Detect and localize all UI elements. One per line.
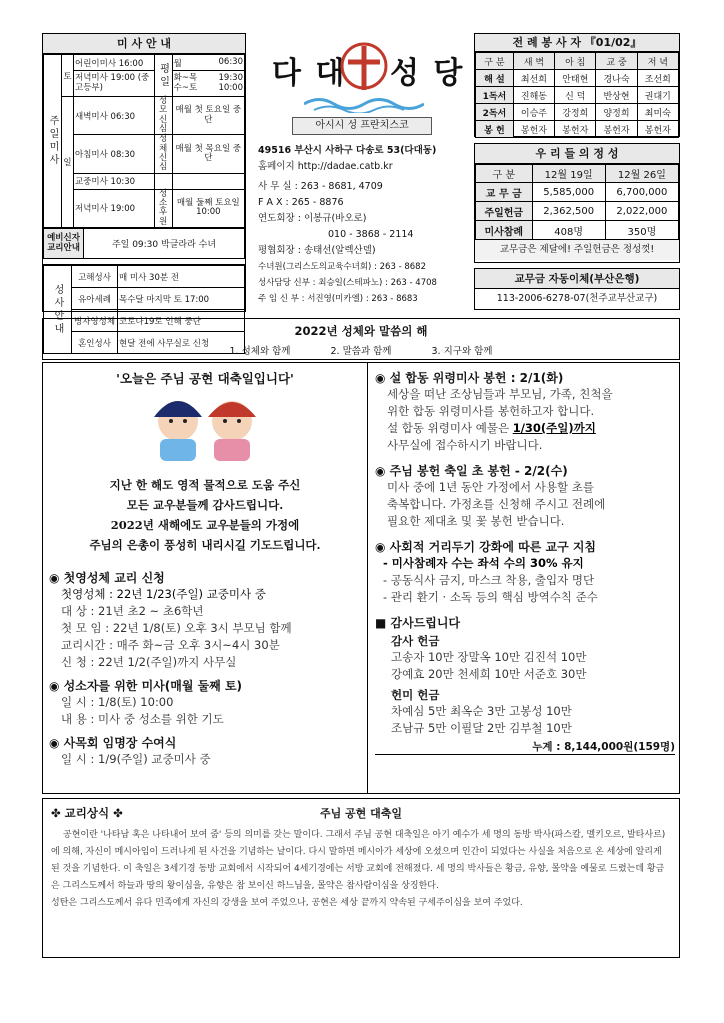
greeting-line: 2022년 새해에도 교우분들의 가정에 [110, 518, 300, 532]
altar-header: 새 벽 [513, 53, 554, 70]
sunday-label: 일 [62, 97, 74, 228]
altar-cell: 봉헌자 [637, 121, 678, 138]
altar-cell: 조선희 [637, 70, 678, 87]
table-row [476, 202, 679, 221]
weekday-day-2: 화~목 [173, 73, 198, 84]
greeting-line: 모든 교우분들께 감사드립니다. [126, 498, 284, 512]
catechism-subtitle: 주님 공현 대축일 [319, 807, 403, 820]
parish-logo [258, 38, 468, 93]
sunday-mass-label: 주일미사 [44, 55, 62, 228]
cross-logo-icon [338, 40, 390, 92]
offering-cell: 408명 [532, 221, 605, 240]
table-row [476, 70, 679, 87]
altar-header-row [476, 53, 679, 70]
greeting-line: 지난 한 해도 영적 물적으로 도움 주신 [109, 478, 301, 492]
altar-cell: 진해동 [513, 87, 554, 104]
sun-mass-2: 아침미사 08:30 [74, 135, 155, 173]
altar-cell: 해 설 [476, 70, 514, 87]
appointment-line: 일 시 : 1/9(주일) 교중미사 중 [61, 752, 211, 766]
table-row [476, 104, 679, 121]
thanks-subtitle: 헌미 헌금 [391, 688, 440, 702]
candle-title: 주님 봉헌 축일 초 봉헌 - 2/2(수) [389, 464, 568, 478]
parish-office: 사 무 실 : 263 - 8681, 4709 [258, 181, 383, 192]
offering-cell: 교 무 금 [476, 183, 533, 202]
offering-title: 우 리 들 의 정 성 [475, 144, 679, 164]
parish-homepage[interactable]: 홈페이지 http://dadae.catb.kr [258, 161, 393, 172]
memorial-deadline: 1/30(주일)까지 [512, 421, 596, 435]
altar-cell: 최선희 [513, 70, 554, 87]
offering-cell: 5,585,000 [532, 183, 605, 202]
offering-note: 교무금은 제달에! 주일헌금은 정성껏! [475, 240, 679, 260]
memorial-mass-line: 세상을 떠난 조상님들과 부모님, 가족, 친척을 [387, 387, 613, 401]
sun-cat-3 [154, 173, 172, 189]
altar-cell: 안태현 [555, 70, 596, 87]
first-communion-line: 교리시간 : 매주 화~금 오후 3시~4시 30분 [61, 638, 280, 652]
altar-header: 교 중 [596, 53, 637, 70]
altar-cell: 경나숙 [596, 70, 637, 87]
offering-cell: 2,022,000 [605, 202, 678, 221]
offering-cell: 미사참례 [476, 221, 533, 240]
altar-cell: 1독서 [476, 87, 514, 104]
sun-mass-4: 저녁미사 19:00 [74, 189, 155, 227]
bullet-icon: ◉ [49, 679, 64, 693]
altar-cell: 강정희 [555, 104, 596, 121]
bank-title: 교무금 자동이체(부산은행) [475, 269, 679, 289]
thanks-subtitle: 감사 헌금 [391, 634, 440, 648]
parish-name-left: 다 대 [272, 56, 347, 91]
sun-note-3 [172, 173, 244, 189]
sun-cat-4: 성소후원 [154, 189, 172, 227]
sun-cat-2: 성체신심 [154, 135, 172, 173]
altar-cell: 양정희 [596, 104, 637, 121]
catechism-paragraph: 성탄은 그리스도께서 유다 민족에게 자신의 강생을 보여 주었으나, 공현은 세상 끝까지 약속된 구세주이심을 보여 주었다. [51, 898, 523, 908]
offering-cell: 6,700,000 [605, 183, 678, 202]
offering-header: 구 분 [476, 165, 533, 183]
sun-mass-1: 새벽미사 06:30 [74, 97, 155, 135]
bullet-icon: ◉ [375, 540, 390, 554]
candle-line: 필요한 제대초 및 꽃 봉헌 받습니다. [387, 514, 565, 528]
first-communion-line: 신 청 : 22년 1/2(주일)까지 사무실 [61, 655, 237, 669]
thanks-line: 차예심 5만 최옥순 3만 고봉성 10만 [391, 704, 572, 718]
thanks-title: 감사드립니다 [390, 616, 461, 630]
parish-convent: 수녀원(그리스도의교육수녀회) : 263 - 8682 [258, 262, 426, 272]
wave-icon [304, 95, 424, 113]
offering-cell: 350명 [605, 221, 678, 240]
greeting-line: 주님의 은총이 풍성히 내리시길 기도드립니다. [89, 538, 321, 552]
mass-title: 미 사 안 내 [43, 34, 245, 54]
vocation-mass-line: 내 용 : 미사 중 성소를 위한 기도 [61, 712, 224, 726]
first-communion-title: 첫영성체 교리 신청 [63, 571, 165, 585]
altar-cell: 봉헌자 [555, 121, 596, 138]
right-column [375, 369, 675, 755]
sacrament-desc-4: 현달 전에 사무실로 신청 [118, 332, 245, 354]
altar-cell: 이승주 [513, 104, 554, 121]
theme-item: 1. 성체와 함께 [229, 346, 291, 357]
parish-vicar: 성사담당 신부 : 최승일(스테파노) : 263 - 4708 [258, 278, 437, 288]
offering-table [475, 164, 679, 240]
offering-box [474, 143, 680, 263]
theme-item: 3. 지구와 함께 [431, 346, 493, 357]
parish-chair-phone: 010 - 3868 - 2114 [328, 229, 414, 240]
first-communion-line: 첫 모 임 : 22년 1/8(토) 오후 3시 부모님 함께 [61, 621, 292, 635]
bullet-icon: ◉ [375, 464, 390, 478]
bank-account: 113-2006-6278-07(천주교부산교구) [496, 293, 658, 304]
catechumen-label: 예비신자 교리안내 [44, 229, 84, 259]
bullet-icon: ◉ [375, 371, 390, 385]
parish-chair: 연도회장 : 이봉규(바오로) [258, 213, 367, 224]
sacrament-name-4: 혼인성사 [72, 332, 118, 354]
first-communion-line: 대 상 : 21년 초2 ~ 초6학년 [61, 604, 204, 618]
theme-title: 2022년 성체와 말씀의 해 [294, 324, 428, 338]
sacrament-label: 성사안내 [44, 266, 72, 354]
guideline-line: - 공동식사 금지, 마스크 착용, 출입자 명단 [383, 573, 595, 587]
catechism-paragraph: 공현이란 '나타남 혹은 나타내어 보여 줌' 등의 의미를 갖는 말이다. 그래서 주님 공현 대축일은 아기 예수가 세 명의 동방 박사(파스칼, 멜키오르, 발타사르)에 의해, 자신이 메시아임이 드러나게 된 사건을 기념하는 날이다. 다시 말하면 메시아가 세상에 오셨으며 인간이 되었다는 사실을 처음으로 온 세상에 알리게 된 것을 기념한다. 이 축일은 3세기경 동방 교회에서 시작되어 4세기경에는 서방 교회에 전해졌다. 세 명의 박사들은 황금, 유향, 몰약을 예물로 드렸는데 황금은 그리스도께서 하늘과 땅의 왕이심을, 유향은 참 보이신 하느님을, 몰약은 참사람이심을 상징한다. [51, 830, 666, 891]
sacrament-desc-1: 매 미사 30분 전 [118, 266, 245, 288]
altar-cell: 봉 헌 [476, 121, 514, 138]
table-row [476, 87, 679, 104]
news-section [42, 362, 680, 794]
altar-cell: 2독서 [476, 104, 514, 121]
parish-name-right: 성 당 [390, 56, 465, 91]
sun-cat-1: 성모신심 [154, 97, 172, 135]
thanks-total: 누계 : 8,144,000원(159명) [375, 739, 675, 755]
left-column [49, 369, 361, 768]
first-communion-line: 첫영성체 : 22년 1/23(주일) 교중미사 중 [61, 587, 266, 601]
bullet-icon: ◉ [49, 736, 64, 750]
catechumen-info: 주일 09:30 박글라라 수녀 [84, 229, 245, 259]
candle-line: 축복합니다. 가정초를 신청해 주시고 전례에 [387, 497, 606, 511]
mass-table [43, 54, 245, 228]
sun-note-2: 매월 첫 목요일 중단 [172, 135, 244, 173]
altar-cell: 신 덕 [555, 87, 596, 104]
bank-box [474, 268, 680, 310]
parish-address: 49516 부산시 사하구 다송로 53(다대동) [258, 145, 437, 156]
epiphany-quote: '오늘은 주님 공현 대축일입니다' [116, 371, 294, 386]
parish-council: 평협회장 : 송태선(알렉산델) [258, 245, 376, 256]
sun-note-1: 매월 첫 토요일 중단 [172, 97, 244, 135]
bullet-icon: ◉ [49, 571, 64, 585]
theme-item: 2. 말씀과 함께 [330, 346, 392, 357]
guideline-line: - 관리 환기 · 소독 등의 핵심 방역수칙 준수 [383, 590, 598, 604]
sacrament-name-1: 고해성사 [72, 266, 118, 288]
saturday-label: 토 [62, 55, 74, 97]
altar-cell: 권대기 [637, 87, 678, 104]
memorial-mass-line: 사무실에 접수하시기 바랍니다. [387, 438, 543, 452]
sacrament-desc-3: 코로나19로 인해 중단 [118, 310, 245, 332]
thanks-line: 고송자 10만 장말옥 10만 김진석 10만 [391, 650, 587, 664]
parish-fax: F A X : 265 - 8876 [258, 197, 344, 208]
altar-table [475, 52, 679, 138]
weekday-day-3: 수~토 [173, 82, 198, 93]
weekday-time-2: 19:30 [218, 73, 243, 84]
altar-cell: 최미숙 [637, 104, 678, 121]
vocation-mass-line: 일 시 : 1/8(토) 10:00 [61, 695, 174, 709]
parish-pastor: 주 임 신 부 : 서진영(미카엘) : 263 - 8683 [258, 294, 418, 304]
weekday-label: 평일 [154, 55, 172, 97]
sun-note-4: 매월 둘째 토요일 10:00 [172, 189, 244, 227]
offering-header: 12월 19일 [532, 165, 605, 183]
offering-cell: 주일헌금 [476, 202, 533, 221]
table-row [476, 183, 679, 202]
sacrament-name-3: 병자영성체 [72, 310, 118, 332]
thanks-line: 강예효 20만 천세희 10만 서준호 30만 [391, 667, 587, 681]
vocation-mass-title: 성소자를 위한 미사(매월 둘째 토) [63, 679, 243, 693]
sacrament-desc-2: 목수달 마지막 토 17:00 [118, 288, 245, 310]
memorial-mass-line: 위한 합동 위령미사를 봉헌하고자 합니다. [387, 404, 595, 418]
sacrament-name-2: 유아세례 [72, 288, 118, 310]
catechism-title: ✤ 교리상식 ✤ [51, 806, 123, 820]
guideline-line: - 미사참례자 수는 좌석 수의 30% 유지 [383, 556, 584, 570]
patron-badge: 아시시 성 프란치스코 [292, 117, 432, 135]
altar-header: 구 분 [476, 53, 514, 70]
altar-cell: 반상현 [596, 87, 637, 104]
catechumen-table [43, 228, 245, 259]
sat-mass-1: 어린이미사 16:00 [74, 55, 155, 71]
altar-cell: 봉헌자 [513, 121, 554, 138]
memorial-mass-title: 설 합동 위령미사 봉헌 : 2/1(화) [389, 371, 564, 385]
appointment-title: 사목회 임명장 수여식 [63, 736, 177, 750]
weekday-time-3: 10:00 [218, 82, 243, 93]
table-row [476, 121, 679, 138]
year-theme-box [42, 318, 680, 360]
sat-mass-2: 저녁미사 19:00 (중고등부) [74, 71, 155, 97]
memorial-mass-line: 설 합동 위령미사 예물은 [387, 421, 510, 435]
hanbok-children-icon [130, 391, 280, 463]
altar-servers-box [474, 33, 680, 137]
candle-line: 미사 중에 1년 동안 가정에서 사용할 초를 [387, 480, 594, 494]
parish-header [258, 38, 468, 310]
offering-cell: 2,362,500 [532, 202, 605, 221]
thanks-line: 조남규 5만 이필달 2만 김부철 10만 [391, 721, 572, 735]
weekday-day-1: 월 [173, 58, 182, 69]
offering-header: 12월 26일 [605, 165, 678, 183]
table-row [476, 221, 679, 240]
sun-mass-3: 교중미사 10:30 [74, 173, 155, 189]
square-bullet-icon: ■ [375, 616, 391, 630]
weekday-time-1: 06:30 [218, 56, 243, 67]
altar-header: 저 녁 [637, 53, 678, 70]
mass-info-box [42, 33, 246, 349]
guideline-title: 사회적 거리두기 강화에 따른 교구 지침 [389, 540, 597, 554]
altar-title: 전 례 봉 사 자 『01/02』 [475, 34, 679, 52]
altar-header: 아 침 [555, 53, 596, 70]
altar-cell: 봉헌자 [596, 121, 637, 138]
catechism-box [42, 798, 680, 958]
